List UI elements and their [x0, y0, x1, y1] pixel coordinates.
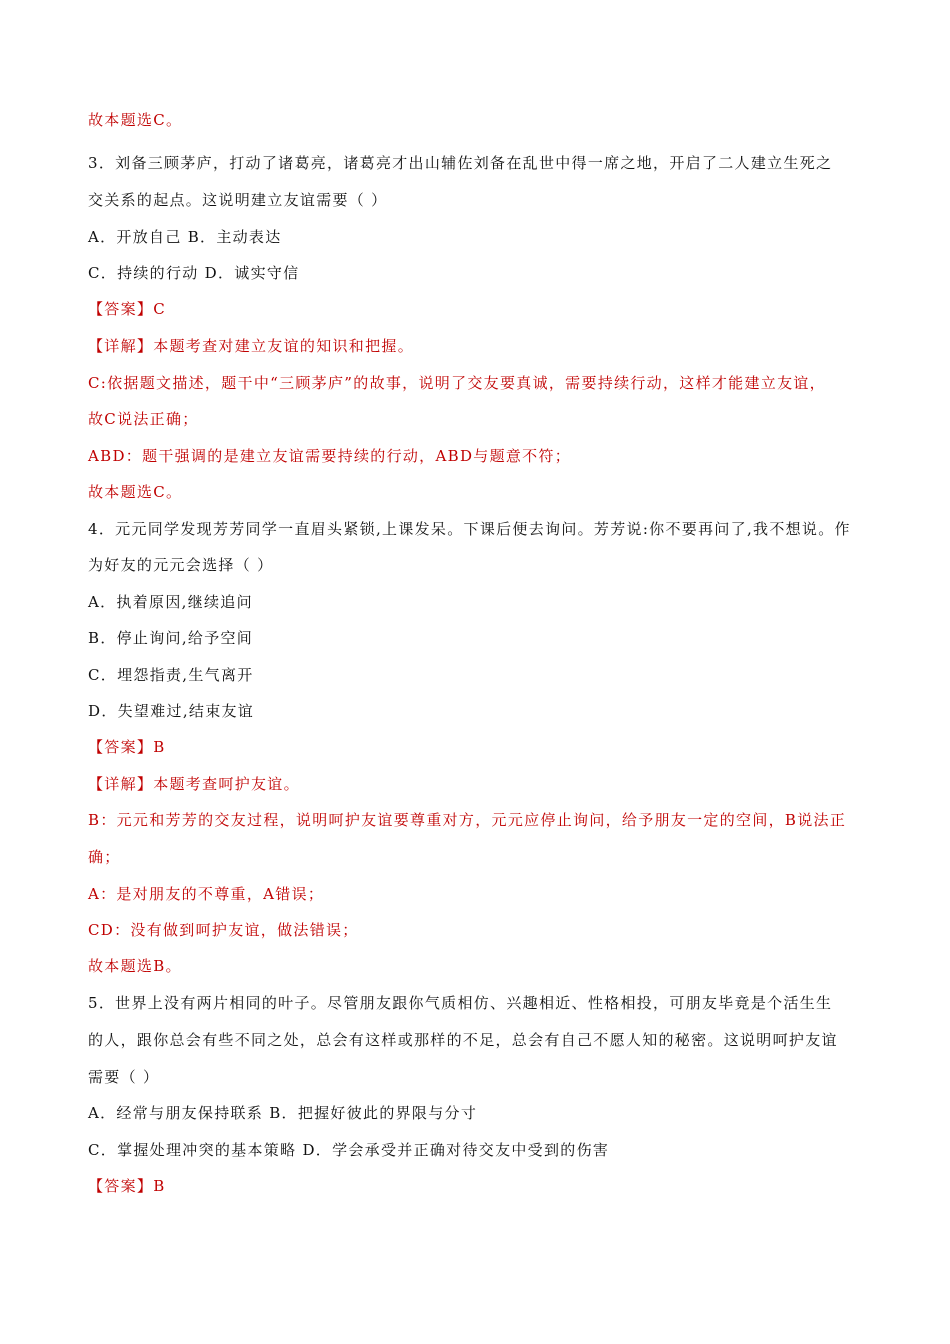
q5-options-ab: A．经常与朋友保持联系 B．把握好彼此的界限与分寸	[88, 1104, 478, 1122]
q3-explanation-title: 【详解】本题考查对建立友谊的知识和把握。	[88, 337, 415, 355]
q4-explanation-b-line2: 确；	[88, 848, 121, 866]
q3-options-cd: C．持续的行动 D．诚实守信	[88, 264, 300, 282]
q4-option-d: D．失望难过,结束友谊	[88, 702, 255, 720]
q3-options-ab: A．开放自己 B．主动表达	[88, 228, 282, 246]
q4-option-a: A．执着原因,继续追问	[88, 593, 253, 611]
q3-stem-line2: 交关系的起点。这说明建立友谊需要（ ）	[88, 191, 388, 209]
q4-answer: 【答案】B	[88, 738, 166, 756]
q3-explanation-c-line2: 故C说法正确；	[88, 410, 199, 428]
q4-option-b: B．停止询问,给予空间	[88, 629, 254, 647]
q4-explanation-title: 【详解】本题考查呵护友谊。	[88, 775, 300, 793]
q3-conclusion: 故本题选C。	[88, 483, 183, 501]
q4-stem-line2: 为好友的元元会选择（ ）	[88, 556, 274, 574]
q3-stem-line1: 3．刘备三顾茅庐，打动了诸葛亮，诸葛亮才出山辅佐刘备在乱世中得一席之地，开启了二人建立生死之	[88, 154, 833, 172]
q5-stem-line1: 5．世界上没有两片相同的叶子。尽管朋友跟你气质相仿、兴趣相近、性格相投，可朋友毕竟是个活生生	[88, 994, 833, 1012]
q4-conclusion: 故本题选B。	[88, 957, 182, 975]
q5-stem-line2: 的人，跟你总会有些不同之处，总会有这样或那样的不足，总会有自己不愿人知的秘密。这说明呵护友谊	[88, 1031, 838, 1049]
q4-explanation-cd: CD：没有做到呵护友谊，做法错误；	[88, 921, 359, 939]
q4-explanation-a: A：是对朋友的不尊重，A错误；	[88, 885, 325, 903]
q3-explanation-abd: ABD：题干强调的是建立友谊需要持续的行动，ABD与题意不符；	[88, 447, 572, 465]
q4-stem-line1: 4．元元同学发现芳芳同学一直眉头紧锁,上课发呆。下课后便去询问。芳芳说:你不要再问了,我不想说。作	[88, 520, 851, 538]
q5-answer: 【答案】B	[88, 1177, 166, 1195]
q3-explanation-c-line1: C:依据题文描述，题干中“三顾茅庐”的故事，说明了交友要真诚，需要持续行动，这样才能建立友谊，	[88, 374, 826, 392]
q3-answer: 【答案】C	[88, 300, 166, 318]
q5-options-cd: C．掌握处理冲突的基本策略 D．学会承受并正确对待交友中受到的伤害	[88, 1141, 610, 1159]
q4-explanation-b-line1: B：元元和芳芳的交友过程，说明呵护友谊要尊重对方，元元应停止询问，给予朋友一定的空间，B说法正	[88, 811, 847, 829]
q4-option-c: C．埋怨指责,生气离开	[88, 666, 254, 684]
q2-conclusion: 故本题选C。	[88, 111, 183, 129]
q5-stem-line3: 需要（ ）	[88, 1068, 160, 1086]
